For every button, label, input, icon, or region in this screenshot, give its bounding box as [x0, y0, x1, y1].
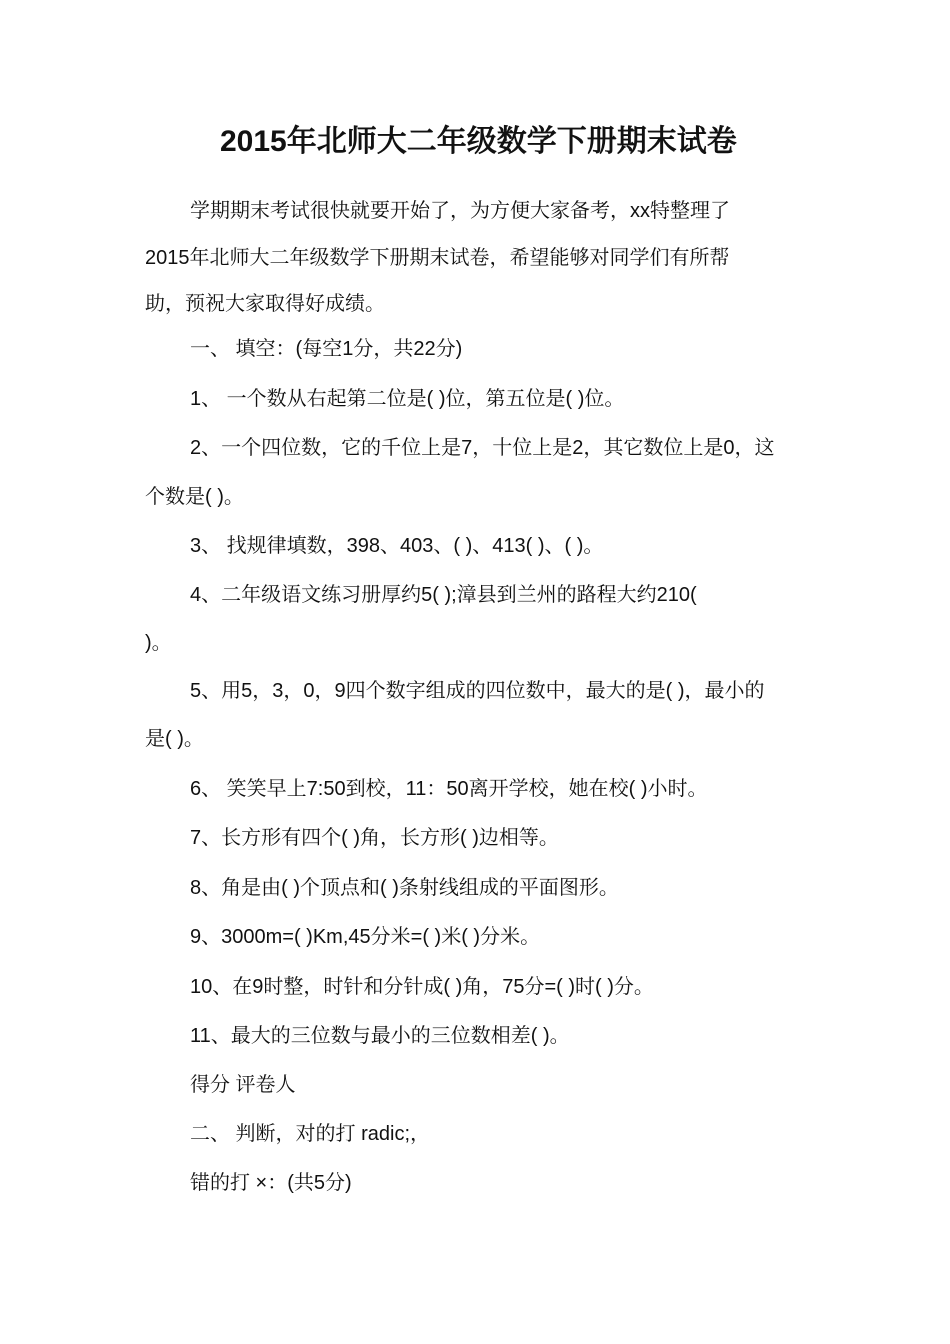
score-row: 得分 评卷人: [190, 1074, 296, 1096]
document-title: 2015年北师大二年级数学下册期末试卷: [220, 125, 737, 158]
intro-line-3: 助，预祝大家取得好成绩。: [145, 293, 385, 315]
question-8: 8、角是由( )个顶点和( )条射线组成的平面图形。: [190, 877, 619, 899]
question-6: 6、 笑笑早上7:50到校，11：50离开学校，她在校( )小时。: [190, 778, 708, 800]
question-5-line-1: 5、用5，3，0，9四个数字组成的四位数中，最大的是( )，最小的: [190, 680, 765, 702]
question-7: 7、长方形有四个( )角，长方形( )边相等。: [190, 827, 559, 849]
section-1-heading: 一、 填空：(每空1分，共22分): [190, 338, 463, 360]
question-10: 10、在9时整，时针和分针成( )角，75分=( )时( )分。: [190, 976, 654, 998]
question-3: 3、 找规律填数，398、403、( )、413( )、( )。: [190, 535, 604, 557]
question-5-line-2: 是( )。: [145, 728, 204, 750]
question-1: 1、 一个数从右起第二位是( )位，第五位是( )位。: [190, 388, 625, 410]
question-4-line-2: )。: [145, 632, 172, 654]
question-2-line-1: 2、一个四位数，它的千位上是7，十位上是2，其它数位上是0，这: [190, 437, 775, 459]
question-4-line-1: 4、二年级语文练习册厚约5( );漳县到兰州的路程大约210(: [190, 584, 697, 606]
intro-line-1: 学期期末考试很快就要开始了，为方便大家备考，xx特整理了: [190, 200, 730, 222]
question-11: 11、最大的三位数与最小的三位数相差( )。: [190, 1025, 570, 1047]
question-9: 9、3000m=( )Km,45分米=( )米( )分米。: [190, 926, 541, 948]
intro-line-2: 2015年北师大二年级数学下册期末试卷，希望能够对同学们有所帮: [145, 247, 730, 269]
section-2-line-2: 错的打 ×：(共5分): [190, 1172, 352, 1194]
section-2-heading: 二、 判断，对的打 radic;，: [190, 1123, 431, 1145]
question-2-line-2: 个数是( )。: [145, 486, 244, 508]
